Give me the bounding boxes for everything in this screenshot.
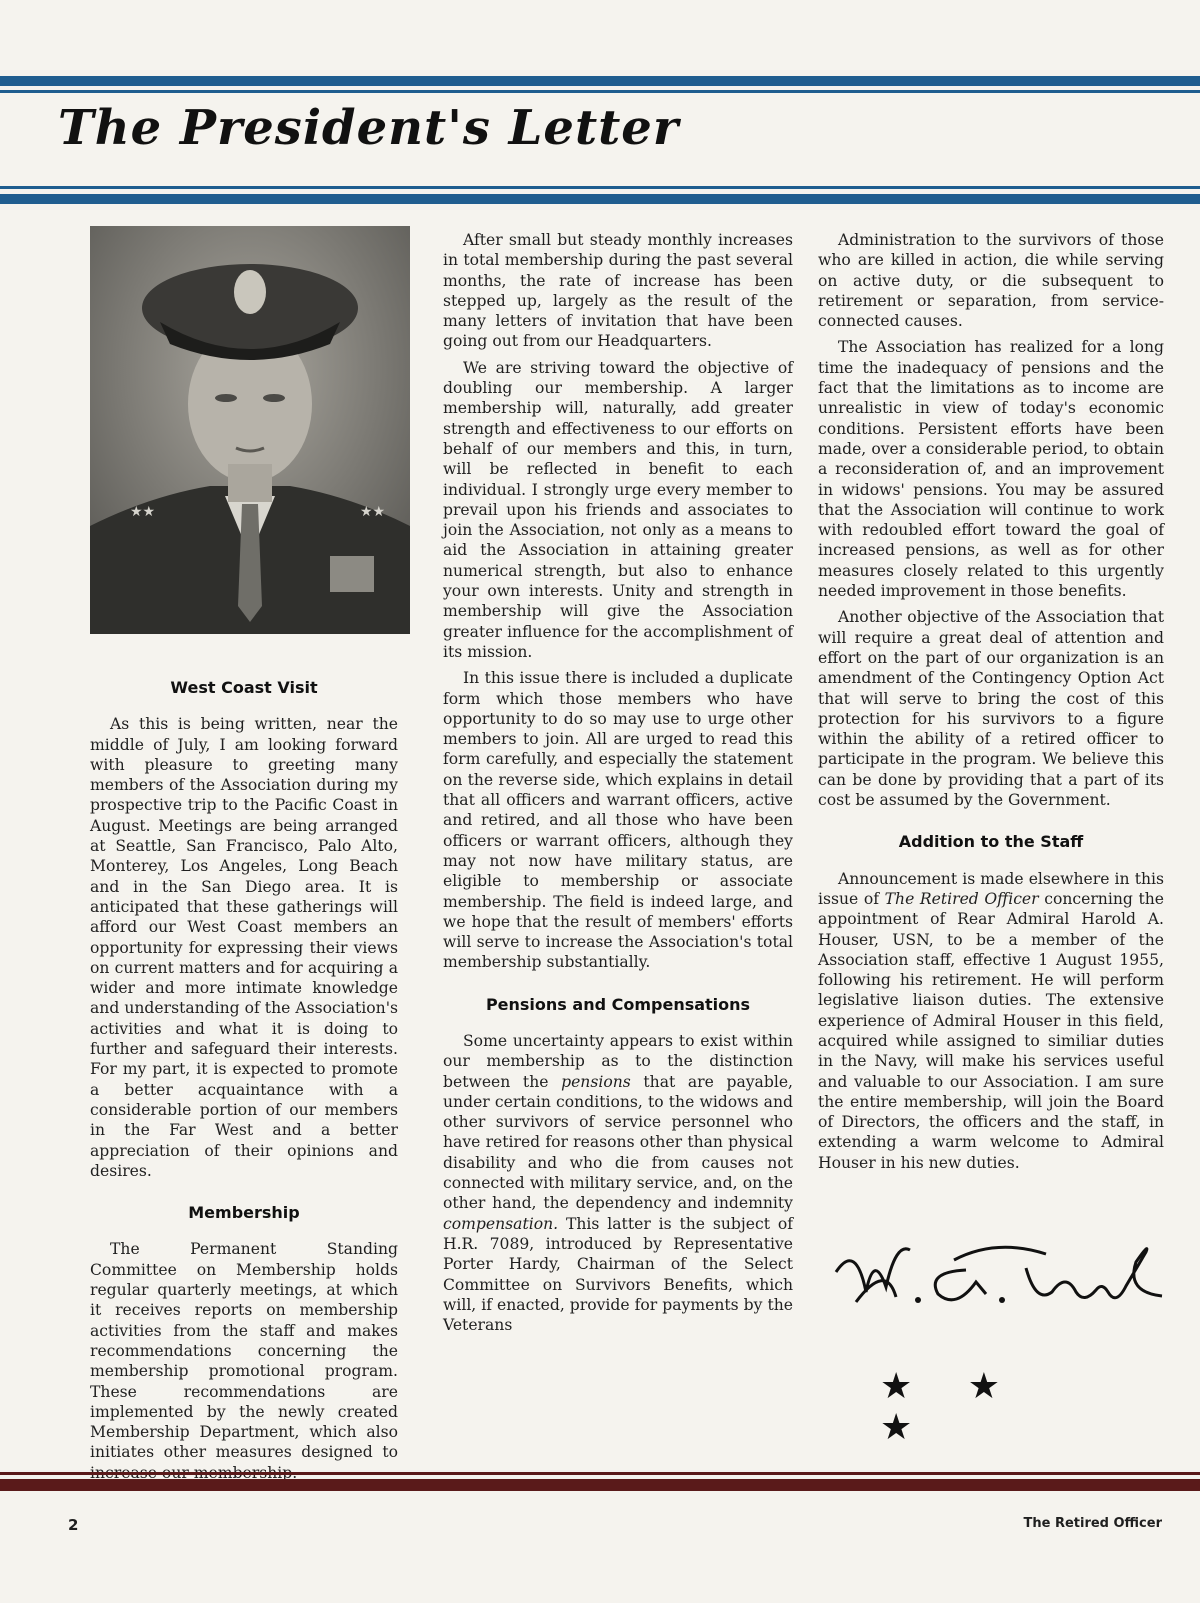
paragraph-duplicate-form: In this issue there is included a duplicate form which those members who have opportunity to do so may use to urge other members to join. All are urged to read this form carefully, and especially the statement on the reverse side, which explains in detail that all officers and warrant officers, active and retired, and all those who have been officers or warrant officers, although they may not now have military status, are eligible to membership or associate membership. The field is indeed large, and we hope that the result of members' efforts will serve to increase the Association's total membership substantially.	[443, 669, 793, 972]
svg-text:★★: ★★	[130, 504, 156, 520]
footer-rule-thin	[0, 1472, 1200, 1475]
paragraph-addition-to-staff	[818, 869, 1164, 1173]
staff-text-a: Announcement is made elsewhere in this issue of	[818, 869, 1164, 908]
header-rule-thin	[0, 90, 1200, 93]
paragraph-pensions	[443, 1031, 793, 1335]
section-heading-membership: Membership	[188, 1203, 300, 1223]
section-heading-west-coast-visit: West Coast Visit	[170, 678, 318, 697]
pensions-text-b: that are payable, under certain conditions, to the widows and other survivors of service personnel who have retired for reasons other than physical disability and who die from causes not connected with military service, and, on the other hand, the dependency and indemnity	[443, 1072, 794, 1213]
compensation-emphasis: compensation.	[443, 1214, 559, 1233]
paragraph-widows-pensions: The Association has realized for a long time the inadequacy of pensions and the fact that the limitations as to income are unrealistic in view of today's economic conditions. Persistent efforts have been made, over a considerable period, to obtain a reconsideration of, and an improvement in widows' pensions. You may be assured that the Association will continue to work with redoubled effort toward the goal of increased pensions, as well as for other measures closely related to this urgently needed improvement in those benefits.	[818, 338, 1164, 601]
column-right	[818, 230, 1164, 1173]
header-underline-thin	[0, 186, 1200, 189]
paragraph-administration: Administration to the survivors of those who are killed in action, die while serving on active duty, or die subsequent to retirement or separation, from service-connected causes.	[818, 231, 1164, 331]
paragraph-membership-increase: After small but steady monthly increases in total membership during the past several months, the rate of increase has been stepped up, largely as the result of the many letters of invitation that have been going out from our Headquarters.	[443, 231, 793, 351]
pensions-text-a: Some uncertainty appears to exist within our membership as to the distinction between the	[443, 1031, 793, 1091]
paragraph-west-coast: As this is being written, near the middle of July, I am looking forward with pleasure to greeting many members of the Association during my prospective trip to the Pacific Coast in August. Meetings are being arranged at Seattle, San Francisco, Palo Alto, Monterey, Los Angeles, Long Beach and in the San Diego area. It is anticipated that these gatherings will afford our West Coast members an opportunity for expressing their views on current matters and for acquiring a wider and more intimate knowledge and understanding of the Association's activities and what it is doing to further and safeguard their interests. For my part, it is expected to promote a better acquaintance with a considerable portion of our members in the Far West and a better appreciation of their opinions and desires.	[90, 715, 398, 1180]
svg-text:★★: ★★	[360, 504, 386, 520]
staff-text-b: concerning the appointment of Rear Admiral Harold A. Houser, USN, to be a member of the Association staff, effective 1 August 1955, following his retirement. He will perform legislative liaison duties. The extensive experience of Admiral Houser in this field, acquired while assigned to similiar duties in the Navy, will make his services useful and valuable to our Association. I am sure the entire membership, will join the Board of Directors, the officers and the staff, in extending a warm welcome to Admiral Houser in his new duties.	[818, 889, 1164, 1172]
pensions-emphasis: pensions	[561, 1072, 631, 1091]
pensions-text-c: This latter is the subject of H.R. 7089, introduced by Representative Porter Hardy, Chairman of the Select Committee on Survivors Benefits, which will, if enacted, provide for payments by the Veterans	[443, 1214, 793, 1335]
paragraph-membership: The Permanent Standing Committee on Membership holds regular quarterly meetings, at which it receives reports on membership activities from the staff and makes recommendations concerning the membership promotional program. These recommendations are implemented by the newly created Membership Department, which also initiates other measures designed to	[90, 1240, 398, 1462]
handwritten-signature	[826, 1232, 1166, 1328]
publication-title: The Retired Officer	[1023, 1516, 1162, 1531]
paragraph-doubling-membership: We are striving toward the objective of doubling our membership. A larger membership will, naturally, add greater strength and effectiveness to our efforts on behalf of our members and this, in turn, will be reflected in benefit to each individual. I strongly urge every member to prevail upon his friends and associates to join the Association, not only as a means to aid the Association in attaining greater numerical strength, but also to enhance your own interests. Unity and strength in membership will give the Association greater influence for the accomplishment of its mission.	[443, 358, 793, 661]
officer-portrait-image	[90, 226, 410, 634]
three-stars-icon: ★ ★ ★	[880, 1366, 1022, 1448]
section-heading-pensions: Pensions and Compensations	[485, 994, 751, 1014]
column-left	[90, 678, 398, 1483]
header-rule	[0, 76, 1200, 86]
header-underline	[0, 194, 1200, 204]
portrait-photo	[90, 226, 410, 634]
footer-rule	[0, 1479, 1200, 1491]
page-number: 2	[68, 1516, 79, 1534]
section-heading-addition-to-staff: Addition to the Staff	[898, 832, 1084, 852]
paragraph-contingency-option: Another objective of the Association that will require a great deal of attention and effort on the part of our organization is an amendment of the Contingency Option Act that will serve to bring the cost of this protection for his survivors to a figure within the ability of a retired officer to participate in the program. We believe this can be done by providing that a part of its cost be assumed by the Government.	[818, 608, 1164, 810]
publication-title-emphasis: The Retired Officer	[884, 889, 1039, 908]
page-title: The President's Letter	[58, 100, 680, 156]
column-middle	[443, 230, 793, 1335]
